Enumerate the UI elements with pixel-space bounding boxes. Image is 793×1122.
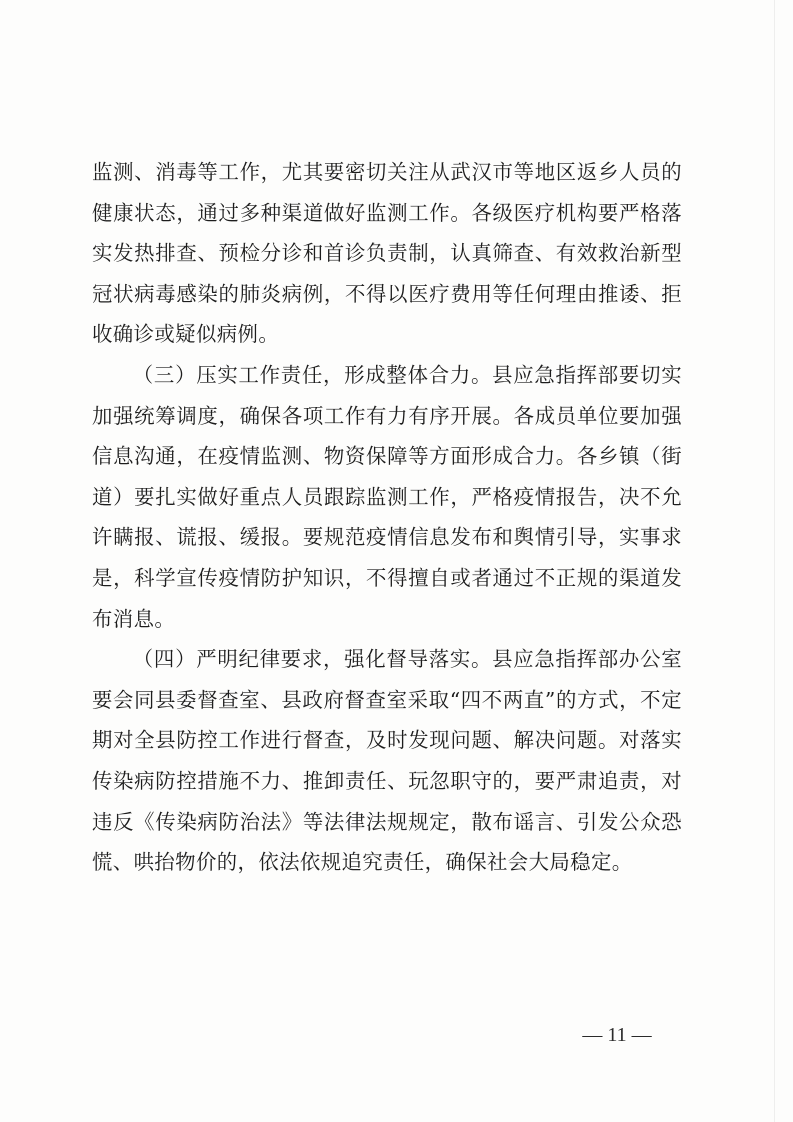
page-number: — 11 — <box>582 1024 652 1046</box>
document-body <box>92 152 682 883</box>
paragraph-section-three-responsibility: （三）压实工作责任，形成整体合力。县应急指挥部要切实加强统筹调度，确保各项工作有力有序开展。各成员单位要加强信息沟通，在疫情监测、物资保障等方面形成合力。各乡镇（街道）要扎实做好重点人员跟踪监测工作，严格疫情报告，决不允许瞒报、谎报、缓报。要规范疫情信息发布和舆情引导，实事求是，科学宣传疫情防护知识，不得擅自或者通过不正规的渠道发布消息。 <box>92 362 682 631</box>
paragraph-section-four-discipline: （四）严明纪律要求，强化督导落实。县应急指挥部办公室要会同县委督查室、县政府督查室采取“四不两直”的方式，不定期对全县防控工作进行督查，及时发现问题、解决问题。对落实传染病防控措施不力、推卸责任、玩忽职守的，要严肃追责，对违反《传染病防治法》等法律法规规定，散布谣言、引发公众恐慌、哄抬物价的，依法依规追究责任，确保社会大局稳定。 <box>92 647 682 875</box>
paragraph-continued-monitoring: 监测、消毒等工作，尤其要密切关注从武汉市等地区返乡人员的健康状态，通过多种渠道做好监测工作。各级医疗机构要严格落实发热排查、预检分诊和首诊负责制，认真筛查、有效救治新型冠状病毒感染的肺炎病例，不得以医疗费用等任何理由推诿、拒收确诊或疑似病例。 <box>92 160 682 347</box>
